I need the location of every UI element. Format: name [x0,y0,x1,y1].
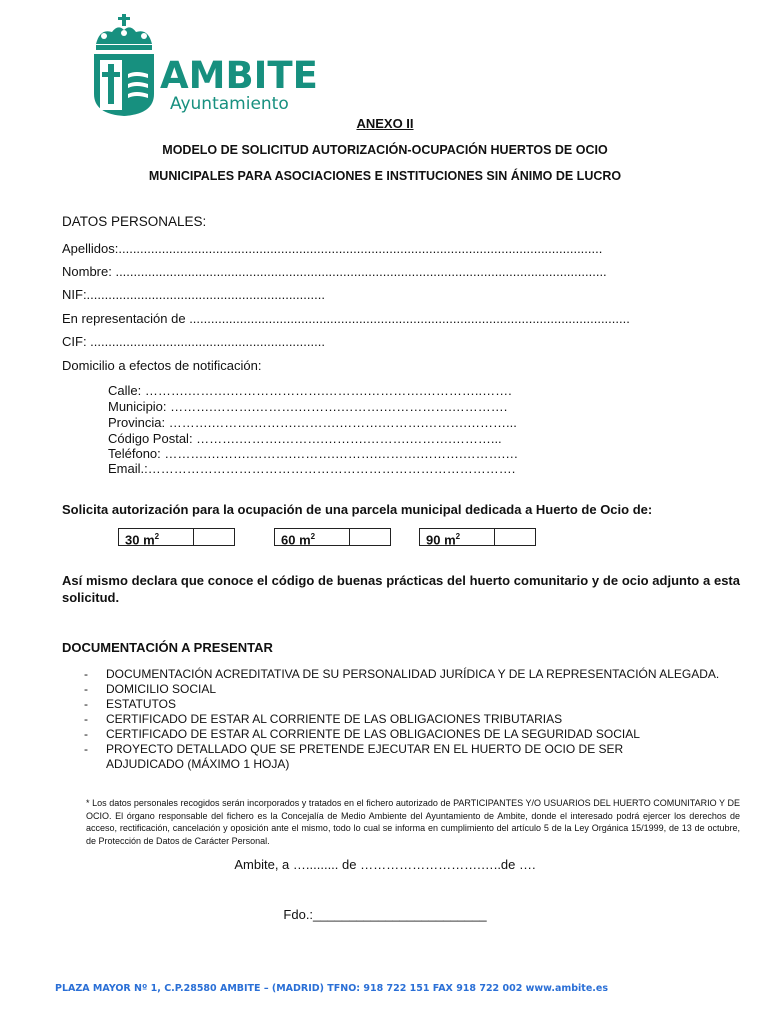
list-item: - ESTATUTOS [84,697,177,711]
email-field[interactable]: Email.:…………………………………………………………………………. [108,461,516,476]
list-item: - CERTIFICADO DE ESTAR AL CORRIENTE DE LAS OBLIGACIONES DE LA SEGURIDAD SOCIAL [84,727,640,741]
form-title-line1: MODELO DE SOLICITUD AUTORIZACIÓN-OCUPACIÓN HUERTOS DE OCIO [162,143,608,157]
date-line[interactable]: Ambite, a …......... de ……………………….…..de …. [234,857,536,872]
apellidos-field[interactable]: Apellidos:...................................................................................................................................... [62,241,603,256]
cif-field[interactable]: CIF: ................................................................. [62,334,325,349]
footer-address: PLAZA MAYOR Nº 1, C.P.28580 AMBITE – (MADRID) TFNO: 918 722 151 FAX 918 722 002 www.ambite.es [55,983,608,994]
nombre-field[interactable]: Nombre: ........................................................................................................................................ [62,264,607,279]
option-90m2-checkbox[interactable] [495,529,535,545]
form-title-line2: MUNICIPALES PARA ASOCIACIONES E INSTITUCIONES SIN ÁNIMO DE LUCRO [148,169,622,183]
list-item: - PROYECTO DETALLADO QUE SE PRETENDE EJECUTAR EN EL HUERTO DE OCIO DE SER ADJUDICADO (MÁXIMO 1 HOJA) [84,742,624,771]
nif-field[interactable]: NIF:.................................................................. [62,287,325,302]
option-90m2-label: 90 $m^2$ [420,529,495,545]
provincia-field[interactable]: Provincia: ……….……….……….……….……….……….……….………... [108,415,517,430]
documentation-heading: DOCUMENTACIÓN A PRESENTAR [62,640,273,655]
ambite-logo [90,14,320,118]
list-item: - DOCUMENTACIÓN ACREDITATIVA DE SU PERSONALIDAD JURÍDICA Y DE LA REPRESENTACIÓN ALEGADA. [84,667,720,681]
option-60m2-label: 60 $m^2$ [275,529,350,545]
option-60m2-checkbox[interactable] [350,529,390,545]
logo-subtitle: Ayuntamiento [170,94,289,114]
list-item: - CERTIFICADO DE ESTAR AL CORRIENTE DE LAS OBLIGACIONES TRIBUTARIAS [84,712,563,726]
personal-data-heading: DATOS PERSONALES: [62,214,207,229]
codigo-postal-field[interactable]: Código Postal: ……….……….……….……….……….……….………... [108,431,502,446]
municipio-field[interactable]: Municipio: ……….……….……….……….……….…………….…………. [108,399,508,414]
annex-title: ANEXO II [356,116,414,131]
list-item: - DOMICILIO SOCIAL [84,682,217,696]
option-90m2[interactable] [419,528,536,546]
option-30m2-label: 30 $m^2$ [119,529,194,545]
option-30m2-checkbox[interactable] [194,529,234,545]
request-text: Solicita autorización para la ocupación de una parcela municipal dedicada a Huerto de Ocio de: [62,502,653,517]
option-30m2[interactable] [118,528,235,546]
telefono-field[interactable]: Teléfono: ……….……….……….……….……….……….……….……….… [108,446,519,461]
option-60m2[interactable] [274,528,391,546]
coat-of-arms-icon [90,14,160,118]
documentation-list [62,667,742,772]
domicilio-label: Domicilio a efectos de notificación: [62,358,262,373]
declaration-text: Así mismo declara que conoce el código de buenas prácticas del huerto comunitario y de ocio adjunto a esta solicitud. [62,573,740,605]
calle-field[interactable]: Calle: ……….……….………………….……….………….…………..……. [108,383,512,398]
signature-line[interactable]: Fdo.:________________________ [283,907,487,922]
logo-name: AMBITE [160,54,318,97]
representacion-field[interactable]: En representación de .......................................................................................................................... [62,311,630,326]
privacy-notice: * Los datos personales recogidos serán incorporados y tratados en el fichero autorizado de PARTICIPANTES Y/O USUARIOS DEL HUERTO COMUNITARIO Y DE OCIO. El órgano responsable del fichero es la Concejalía de Medio Ambiente del Ayuntamiento de Ambite, donde el interesado podrá ejercer los derechos de acceso, rectificación, cancelación y oposición ante el mismo, todo lo cual se informa en cumplimiento del artículo 5 de la Ley Orgánica 15/1999, de 13 de octubre, de Protección de Datos de Carácter Personal. [86,798,740,846]
